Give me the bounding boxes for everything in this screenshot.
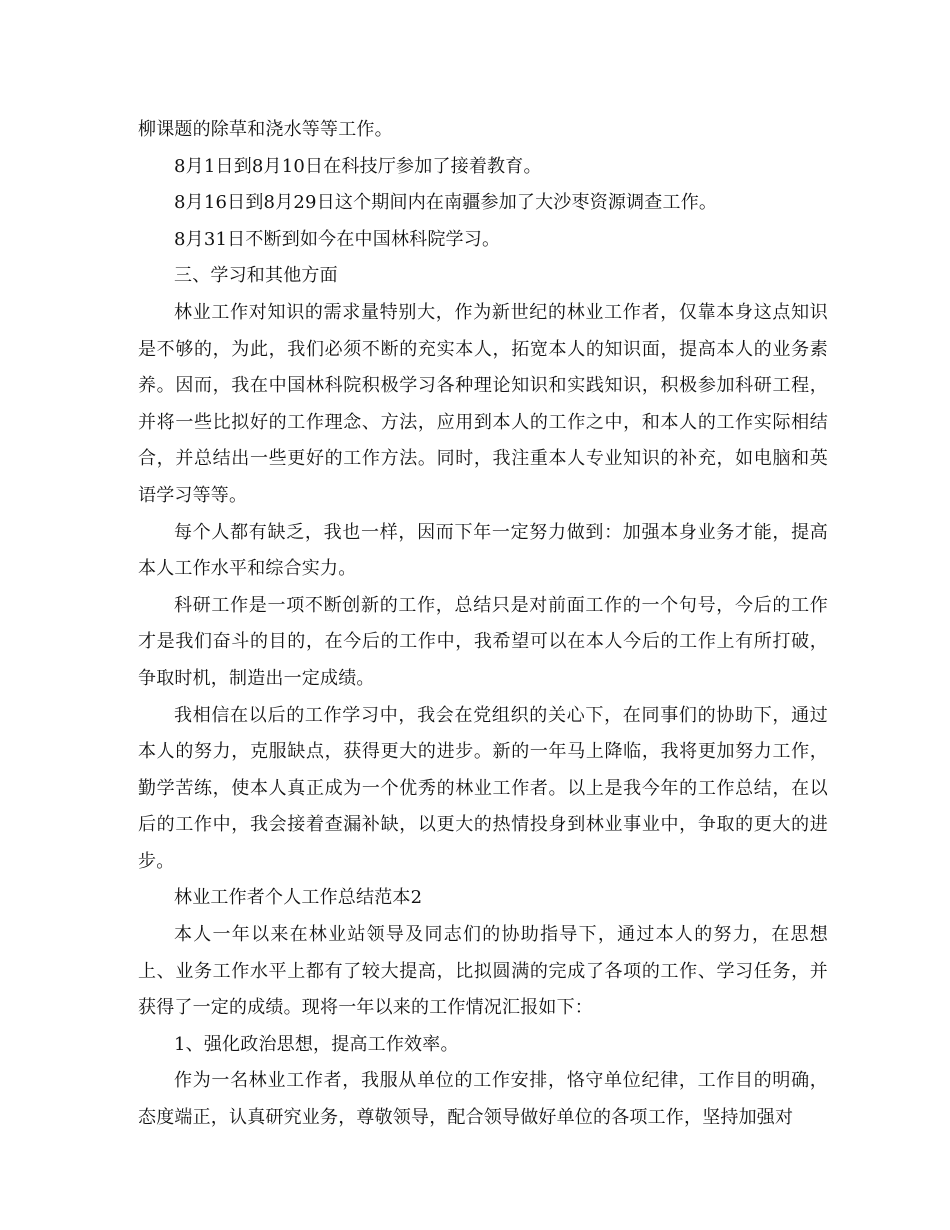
paragraph: 8月16日到8月29日这个期间内在南疆参加了大沙枣资源调查工作。: [174, 192, 718, 214]
paragraph: 我相信在以后的工作学习中，我会在党组织的关心下，在同事们的协助下，通过本人的努力，克服缺点，获得更大的进步。新的一年马上降临，我将更加努力工作，勤学苦练，使本人真正成为一个优秀的林业工作者。以上是我今年的工作总结，在以后的工作中，我会接着查漏补缺，以更大的热情投身到林业事业中，争取的更大的进步。: [138, 704, 828, 872]
paragraph: 本人一年以来在林业站领导及同志们的协助指导下，通过本人的努力，在思想上、业务工作水平上都有了较大提高，比拟圆满的完成了各项的工作、学习任务，并获得了一定的成绩。现将一年以来的工作情况汇报如下：: [138, 924, 828, 1019]
subsection-heading: 1、强化政治思想，提高工作效率。: [174, 1033, 459, 1055]
document-body: [138, 112, 828, 1137]
paragraph: 每个人都有缺乏，我也一样，因而下年一定努力做到：加强本身业务才能，提高本人工作水平和综合实力。: [138, 521, 828, 580]
paragraph: 作为一名林业工作者，我服从单位的工作安排，恪守单位纪律，工作目的明确，态度端正，认真研究业务，尊敬领导，配合领导做好单位的各项工作，坚持加强对: [138, 1070, 828, 1129]
section-heading: 三、学习和其他方面: [174, 265, 338, 287]
paragraph: 柳课题的除草和浇水等等工作。: [138, 119, 393, 140]
section-title: 林业工作者个人工作总结范本2: [174, 887, 423, 909]
paragraph: 林业工作对知识的需求量特别大，作为新世纪的林业工作者，仅靠本身这点知识是不够的，为此，我们必须不断的充实本人，拓宽本人的知识面，提高本人的业务素养。因而，我在中国林科院积极学习各种理论知识和实践知识，积极参加科研工程，并将一些比拟好的工作理念、方法，应用到本人的工作之中，和本人的工作实际相结合，并总结出一些更好的工作方法。同时，我注重本人专业知识的补充，如电脑和英语学习等等。: [138, 301, 828, 506]
paragraph: 8月1日到8月10日在科技厅参加了接着教育。: [174, 155, 542, 177]
paragraph: 8月31日不断到如今在中国林科院学习。: [174, 228, 501, 250]
paragraph: 科研工作是一项不断创新的工作，总结只是对前面工作的一个句号，今后的工作才是我们奋斗的目的，在今后的工作中，我希望可以在本人今后的工作上有所打破，争取时机，制造出一定成绩。: [138, 594, 828, 689]
